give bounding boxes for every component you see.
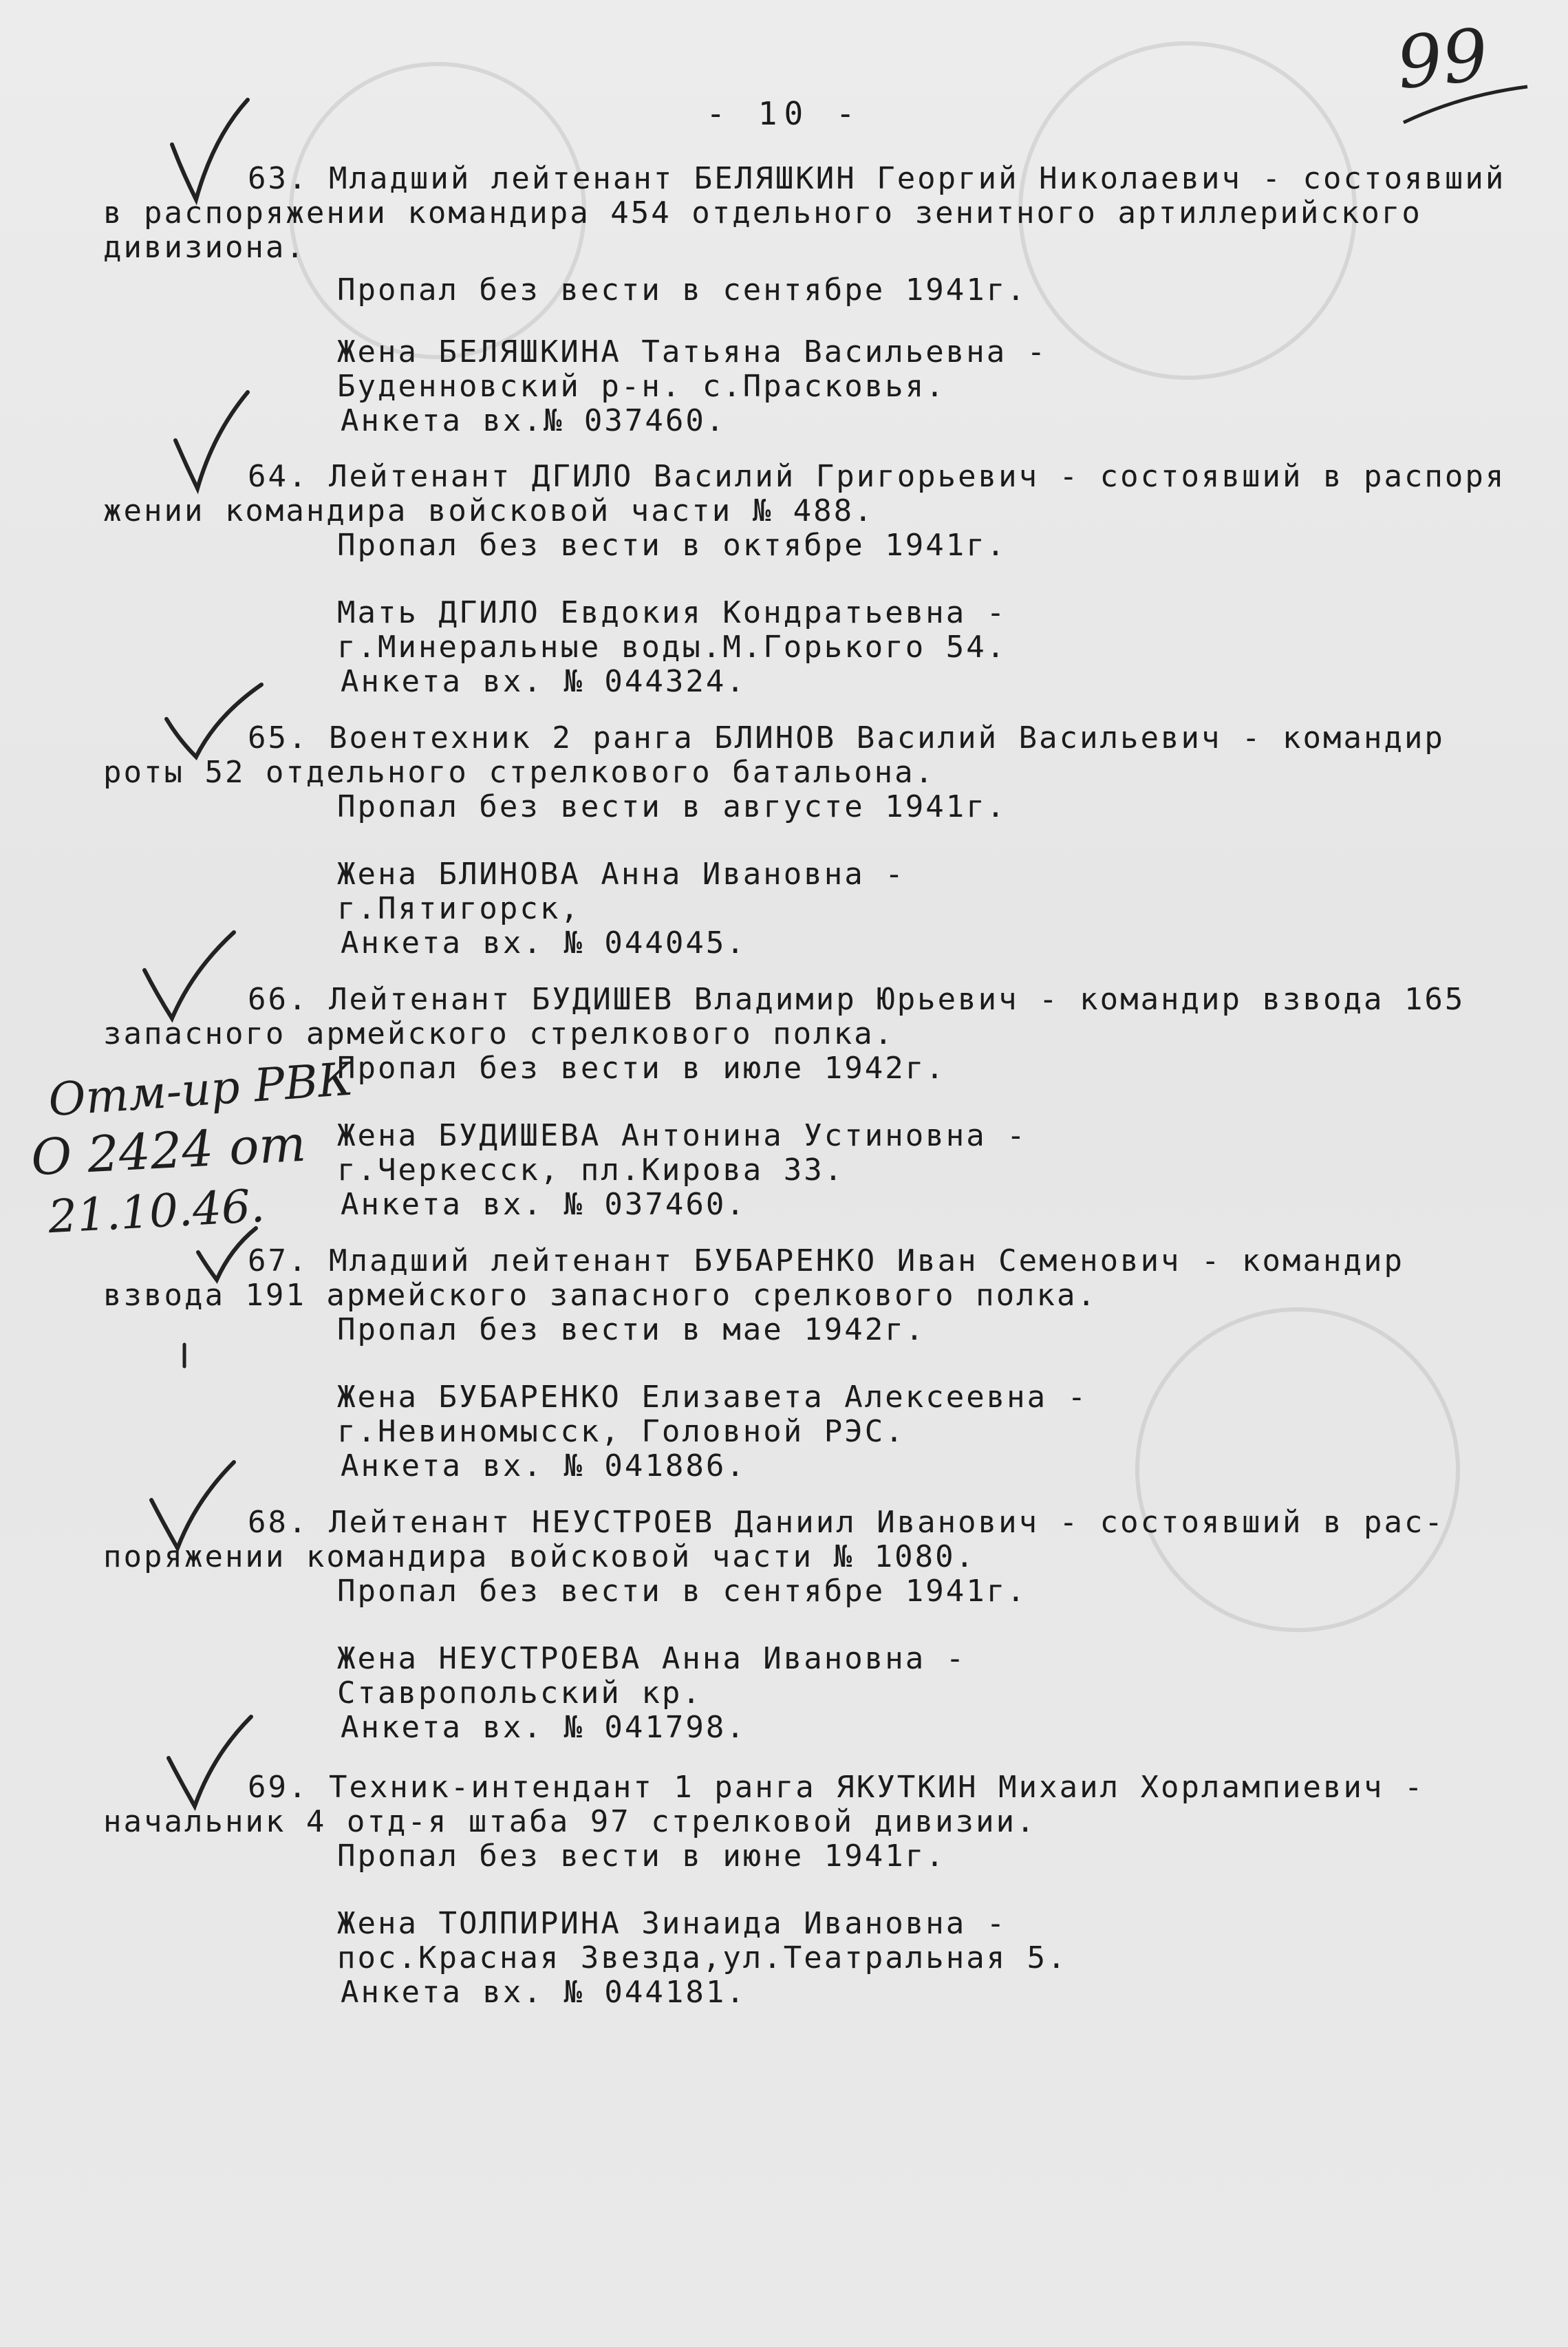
relative-line: Жена БЕЛЯШКИНА Татьяна Васильевна - bbox=[337, 334, 1048, 369]
questionnaire-line: Анкета вх.№ 037460. bbox=[341, 403, 727, 438]
missing-status-line: Пропал без вести в июле 1942г. bbox=[337, 1051, 946, 1086]
missing-status-line: Пропал без вести в августе 1941г. bbox=[337, 789, 1007, 824]
address-line: г.Минеральные воды.М.Горького 54. bbox=[337, 630, 1007, 665]
address-line: г.Черкесск, пл.Кирова 33. bbox=[337, 1153, 845, 1188]
relative-line: Жена БЛИНОВА Анна Ивановна - bbox=[337, 857, 905, 892]
questionnaire-line: Анкета вх. № 041798. bbox=[341, 1710, 747, 1745]
record-entry-67 bbox=[103, 1244, 1562, 1483]
record-entry-69 bbox=[103, 1770, 1562, 2010]
folio-number: 99 bbox=[1393, 12, 1492, 106]
questionnaire-line: Анкета вх. № 044324. bbox=[341, 664, 747, 699]
missing-status-line: Пропал без вести в октябре 1941г. bbox=[337, 528, 1007, 563]
entry-line: в распоряжении командира 454 отдельного зенитного артиллерийского bbox=[103, 195, 1422, 231]
relative-line: Жена БУБАРЕНКО Елизавета Алексеевна - bbox=[337, 1380, 1088, 1415]
check-mark-icon bbox=[162, 1713, 258, 1816]
relative-line: Жена БУДИШЕВА Антонина Устиновна - bbox=[337, 1118, 1027, 1153]
record-entry-63 bbox=[103, 162, 1562, 438]
relative-line: Мать ДГИЛО Евдокия Кондратьевна - bbox=[337, 595, 1007, 630]
missing-status-line: Пропал без вести в сентябре 1941г. bbox=[337, 272, 1027, 308]
missing-status-line: Пропал без вести в сентябре 1941г. bbox=[337, 1574, 1027, 1609]
entry-line: 68. Лейтенант НЕУСТРОЕВ Даниил Иванович - состоявший в рас- bbox=[248, 1505, 1445, 1540]
entry-line: 67. Младший лейтенант БУБАРЕНКО Иван Семенович - командир bbox=[248, 1243, 1404, 1278]
relative-line: Жена НЕУСТРОЕВА Анна Ивановна - bbox=[337, 1641, 967, 1676]
entry-line: 63. Младший лейтенант БЕЛЯШКИН Георгий Николаевич - состоявший bbox=[248, 161, 1506, 196]
questionnaire-line: Анкета вх. № 044181. bbox=[341, 1975, 747, 2010]
entry-line: поряжении командира войсковой части № 1080. bbox=[103, 1539, 976, 1574]
handwritten-note-line-3: 21.10.46. bbox=[47, 1179, 266, 1244]
check-mark-icon bbox=[144, 1459, 241, 1562]
entry-line: 64. Лейтенант ДГИЛО Василий Григорьевич - состоявший в распоря bbox=[248, 459, 1506, 494]
check-mark-icon bbox=[158, 681, 268, 771]
record-entry-68 bbox=[103, 1505, 1562, 1745]
address-line: г.Невиномысск, Головной РЭС. bbox=[337, 1414, 905, 1449]
entry-line: взвода 191 армейского запасного срелкового полка. bbox=[103, 1278, 1098, 1313]
check-mark-icon bbox=[169, 385, 265, 502]
missing-status-line: Пропал без вести в мае 1942г. bbox=[337, 1312, 926, 1347]
record-entry-64 bbox=[103, 460, 1562, 699]
questionnaire-line: Анкета вх. № 037460. bbox=[341, 1187, 747, 1222]
record-entry-65 bbox=[103, 721, 1562, 961]
check-mark-icon bbox=[138, 929, 241, 1032]
entry-line: 66. Лейтенант БУДИШЕВ Владимир Юрьевич - командир взвода 165 bbox=[248, 982, 1465, 1017]
entry-line: 69. Техник-интендант 1 ранга ЯКУТКИН Михаил Хорлампиевич - bbox=[248, 1770, 1425, 1805]
missing-status-line: Пропал без вести в июне 1941г. bbox=[337, 1839, 946, 1874]
entry-line: дивизиона. bbox=[103, 230, 306, 265]
relative-line: Жена ТОЛПИРИНА Зинаида Ивановна - bbox=[337, 1906, 1007, 1941]
questionnaire-line: Анкета вх. № 041886. bbox=[341, 1448, 747, 1483]
handwritten-note-line-1: Отм-ир РВК bbox=[46, 1052, 355, 1127]
address-line: Буденновский р-н. с.Прасковья. bbox=[337, 369, 946, 404]
page-number: - 10 - bbox=[706, 95, 862, 132]
entry-line: запасного армейского стрелкового полка. bbox=[103, 1016, 895, 1051]
check-mark-icon bbox=[165, 96, 261, 213]
address-line: г.Пятигорск, bbox=[337, 891, 581, 926]
handwritten-note-line-2: О 2424 от bbox=[30, 1114, 308, 1187]
stray-pen-mark bbox=[178, 1342, 191, 1369]
address-line: пос.Красная Звезда,ул.Театральная 5. bbox=[337, 1940, 1068, 1975]
address-line: Ставропольский кр. bbox=[337, 1675, 702, 1711]
entry-line: начальник 4 отд-я штаба 97 стрелковой дивизии. bbox=[103, 1804, 1037, 1839]
entry-line: роты 52 отдельного стрелкового батальона. bbox=[103, 755, 936, 790]
entry-line: 65. Воентехник 2 ранга БЛИНОВ Василий Васильевич - командир bbox=[248, 720, 1445, 755]
entry-line: жении командира войсковой части № 488. bbox=[103, 493, 874, 528]
questionnaire-line: Анкета вх. № 044045. bbox=[341, 925, 747, 961]
